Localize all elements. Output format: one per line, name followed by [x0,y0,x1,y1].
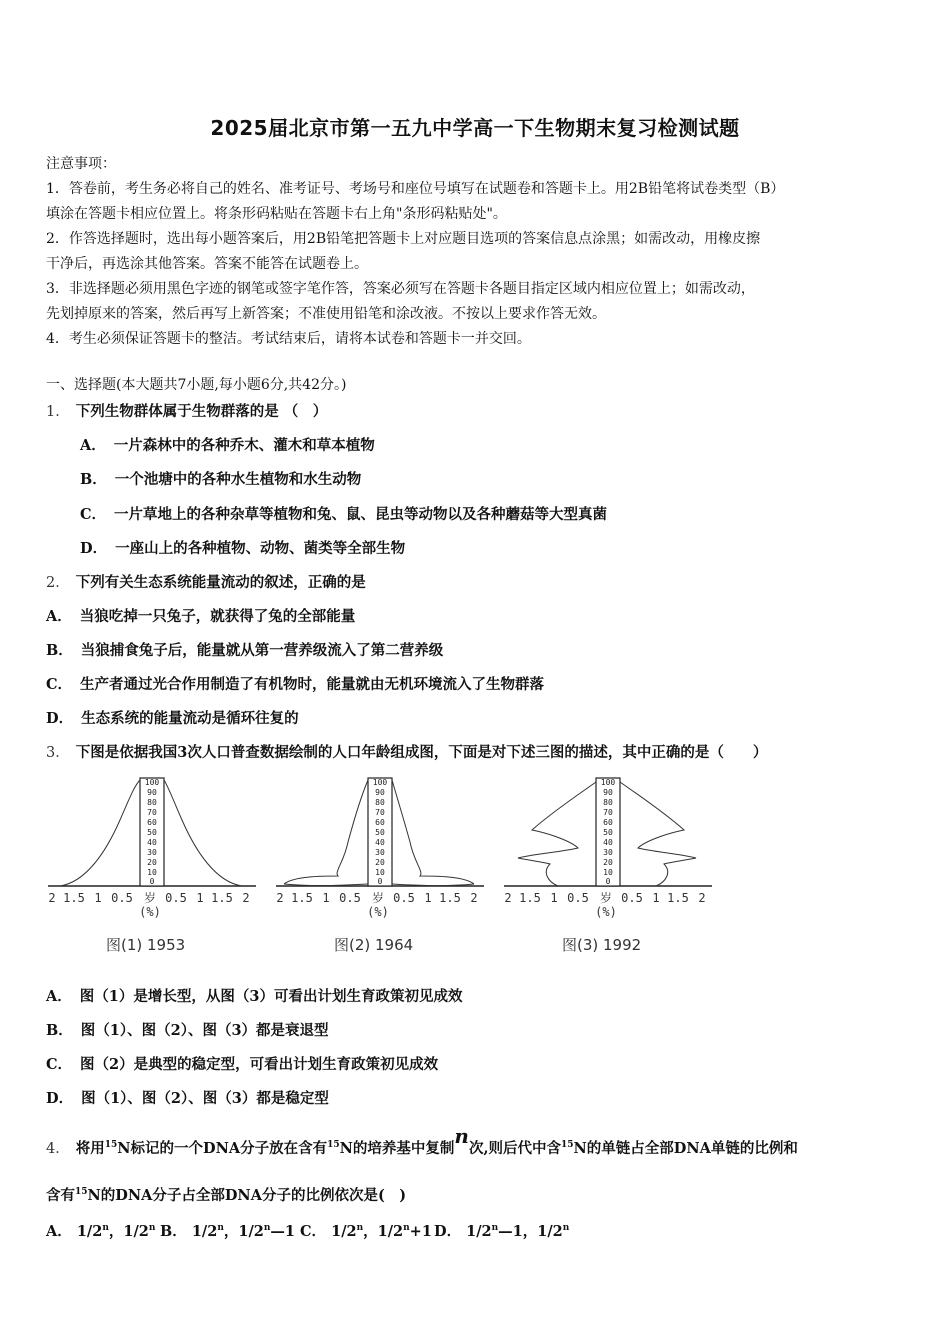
notice-line: 2．作答选择题时，选出每小题答案后，用2B铅笔把答题卡上对应题目选项的答案信息点涂黑；如需改动，用橡皮擦 [46,231,761,247]
x-tick: 2 [242,891,250,905]
question-text: 次,则后代中含 [468,1140,562,1157]
age-tick: 40 [375,838,385,847]
age-tick: 10 [147,868,157,877]
option-value: 1/2 [466,1223,492,1240]
x-tick: 1 [322,891,330,905]
option-label: A． [46,988,72,1005]
left-profile [518,782,596,886]
superscript: 15 [327,1140,340,1151]
x-tick: 0.5 [393,891,415,905]
q1-option-d[interactable] [80,537,405,558]
x-tick: 2 [698,891,706,905]
q1-option-c[interactable] [80,503,607,524]
q4-option-b[interactable] [160,1220,295,1241]
right-profile [620,782,696,886]
x-tick: 0.5 [567,891,589,905]
figure-caption-3: 图(3) 1992 [562,936,642,954]
x-tick: 2 [504,891,512,905]
superscript: n [356,1223,364,1234]
age-tick: 90 [375,788,385,797]
option-label: B． [46,1022,73,1039]
x-unit: (%) [367,905,389,919]
option-label: D． [46,1090,74,1107]
notice-line: 1．答卷前，考生务必将自己的姓名、准考证号、考场号和座位号填写在试题卷和答题卡上。用2B铅笔将试卷类型（B） [46,181,785,197]
option-text: 图（2）是典型的稳定型，可看出计划生育政策初见成效 [80,1056,439,1073]
option-text: 图（1）是增长型，从图（3）可看出计划生育政策初见成效 [79,988,463,1005]
option-tail: +1 [409,1223,432,1240]
option-tail: —1 [270,1223,295,1240]
superscript: 15 [561,1140,574,1151]
superscript: n [491,1223,499,1234]
age-tick: 100 [372,778,388,787]
age-tick: 60 [147,818,157,827]
x-tick: 岁 [599,891,613,905]
option-value: 1/2 [123,1223,149,1240]
x-tick: 岁 [143,891,157,905]
question-4 [46,1124,926,1158]
option-text: 当狼吃掉一只兔子，就获得了兔的全部能量 [79,608,356,625]
q1-option-a[interactable] [80,434,375,455]
question-text: N的DNA分子占全部DNA分子的比例依次是( ) [87,1187,407,1204]
option-label: D． [46,710,74,727]
age-tick: 80 [147,798,157,807]
option-label: C． [300,1223,327,1240]
x-tick: 0.5 [111,891,133,905]
x-tick: 1.5 [63,891,85,905]
superscript: n [403,1223,410,1234]
question-text: N的单链占全部DNA单链的比例和 [573,1140,798,1157]
x-tick: 1 [424,891,432,905]
x-tick: 2 [470,891,478,905]
age-tick: 20 [375,858,385,867]
age-tick: 90 [147,788,157,797]
q3-option-c[interactable] [46,1053,438,1074]
figure-caption-1: 图(1) 1953 [106,936,186,954]
age-tick: 50 [147,828,157,837]
notice-line: 4．考生必须保证答题卡的整洁。考试结束后，请将本试卷和答题卡一并交回。 [46,331,531,347]
x-tick: 1.5 [519,891,541,905]
x-tick: 0.5 [339,891,361,905]
right-profile [392,780,474,884]
superscript: n [217,1223,224,1234]
q4-option-a[interactable] [46,1220,155,1241]
x-tick: 1 [94,891,102,905]
superscript: n [263,1223,271,1234]
section-header: 一、选择题(本大题共7小题,每小题6分,共42分。) [46,377,347,393]
option-value: 1/2 [331,1223,357,1240]
q4-option-c[interactable] [300,1220,432,1241]
q2-option-d[interactable] [46,707,299,728]
age-tick: 0 [377,877,383,886]
option-label: C． [46,676,73,693]
option-text: 一片草地上的各种杂草等植物和兔、鼠、昆虫等动物以及各种蘑菇等大型真菌 [114,506,608,523]
notice-block [46,152,906,352]
x-tick: 1.5 [211,891,233,905]
option-sep: —1， [498,1223,538,1240]
variable-n: n [454,1124,469,1148]
option-sep: ， [223,1223,239,1240]
age-tick: 100 [144,778,160,787]
age-tick: 80 [375,798,385,807]
question-2 [46,571,926,592]
q4-option-d[interactable] [434,1220,569,1241]
option-text: 一座山上的各种植物、动物、菌类等全部生物 [115,540,406,557]
x-tick: 0.5 [621,891,643,905]
age-tick: 40 [603,838,613,847]
option-label: B． [46,642,73,659]
question-text: 下图是依据我国3次人口普查数据绘制的人口年龄组成图，下面是对下述三图的描述，其中正确的是（ ） [75,744,768,761]
x-tick: 1 [550,891,558,905]
notice-heading: 注意事项： [46,156,116,172]
q3-option-b[interactable] [46,1019,329,1040]
age-tick: 10 [375,868,385,877]
age-tick: 70 [375,808,385,817]
question-text: N标记的一个DNA分子放在含有 [117,1140,328,1157]
option-value: 1/2 [76,1223,103,1240]
age-tick: 10 [603,868,613,877]
q2-option-c[interactable] [46,673,544,694]
x-tick: 1 [652,891,660,905]
age-tick: 40 [147,838,157,847]
age-tick: 60 [375,818,385,827]
option-label: A． [46,1223,72,1240]
superscript: n [102,1223,109,1234]
question-text: 含有 [46,1187,75,1204]
right-profile [164,780,242,886]
question-text: 下列有关生态系统能量流动的叙述，正确的是 [75,574,366,591]
question-3 [46,741,926,762]
x-tick: 2 [276,891,284,905]
question-number: 2． [46,575,70,591]
question-text: N的培养基中复制 [339,1140,455,1157]
age-tick: 100 [600,778,616,787]
notice-line: 填涂在答题卡相应位置上。将条形码粘贴在答题卡右上角"条形码粘贴处"。 [46,206,507,222]
age-tick: 50 [603,828,613,837]
option-label: D． [80,540,108,557]
x-tick: 1.5 [439,891,461,905]
option-text: 当狼捕食兔子后，能量就从第一营养级流入了第二营养级 [80,642,444,659]
age-tick: 20 [147,858,157,867]
x-tick: 岁 [371,891,385,905]
x-tick: 2 [48,891,56,905]
option-text: 生产者通过光合作用制造了有机物时，能量就由无机环境流入了生物群落 [80,676,545,693]
age-tick: 70 [147,808,157,817]
question-text: 下列生物群体属于生物群落的是 （ ） [75,403,328,420]
age-tick: 80 [603,798,613,807]
x-tick: 0.5 [165,891,187,905]
option-sep: ， [363,1223,378,1240]
option-value: 1/2 [238,1223,264,1240]
age-tick: 60 [603,818,613,827]
age-tick: 0 [605,877,611,886]
q2-option-a[interactable] [46,605,355,626]
age-tick: 30 [603,848,613,857]
left-profile [60,780,140,886]
age-tick: 20 [603,858,613,867]
option-text: 一片森林中的各种乔木、灌木和草本植物 [113,437,375,454]
q3-option-a[interactable] [46,985,462,1006]
option-label: A． [46,608,72,625]
question-number: 3． [46,745,70,761]
x-unit: (%) [595,905,617,919]
x-unit: (%) [139,905,161,919]
option-sep: ， [108,1223,124,1240]
q1-option-b[interactable] [80,468,361,489]
pyramid-1992 [504,778,712,919]
page-title: 2025届北京市第一五九中学高一下生物期末复习检测试题 [210,116,740,140]
age-tick: 30 [375,848,385,857]
notice-line: 先划掉原来的答案，然后再写上新答案；不准使用铅笔和涂改液。不按以上要求作答无效。 [46,306,606,322]
question-text: 将用 [75,1140,105,1157]
x-tick: 1 [196,891,204,905]
option-label: B． [160,1223,187,1240]
option-value: 1/2 [377,1223,404,1240]
option-label: C． [80,506,107,523]
option-value: 1/2 [191,1223,218,1240]
age-tick: 70 [603,808,613,817]
age-tick: 50 [375,828,385,837]
question-4-line2 [46,1184,926,1205]
age-tick: 0 [149,877,155,886]
question-number: 1． [46,404,70,420]
x-tick: 1.5 [291,891,313,905]
superscript: n [562,1223,570,1234]
option-text: 生态系统的能量流动是循环往复的 [81,710,299,727]
question-1 [46,400,926,421]
option-label: B． [80,471,107,488]
option-text: 图（1）、图（2）、图（3）都是衰退型 [80,1022,329,1039]
notice-line: 干净后，再选涂其他答案。答案不能答在试题卷上。 [46,256,368,272]
notice-line: 3．非选择题必须用黑色字迹的钢笔或签字笔作答，答案必须写在答题卡各题目指定区域内相应位置上；如需改动， [46,281,755,297]
age-tick: 30 [147,848,157,857]
superscript: n [148,1223,156,1234]
age-tick: 90 [603,788,613,797]
question-number: 4． [46,1141,70,1157]
pyramid-1964 [276,778,484,919]
left-profile [284,780,368,884]
figure-caption-2: 图(2) 1964 [334,936,414,954]
superscript: 15 [75,1187,88,1198]
q3-option-d[interactable] [46,1087,329,1108]
option-label: D． [434,1223,462,1240]
option-text: 一个池塘中的各种水生植物和水生动物 [114,471,362,488]
q2-option-b[interactable] [46,639,443,660]
pyramid-1953 [48,778,256,919]
x-tick: 1.5 [667,891,689,905]
superscript: 15 [104,1140,118,1151]
option-value: 1/2 [537,1223,563,1240]
option-label: A． [80,437,106,454]
option-text: 图（1）、图（2）、图（3）都是稳定型 [81,1090,329,1107]
option-label: C． [46,1056,73,1073]
